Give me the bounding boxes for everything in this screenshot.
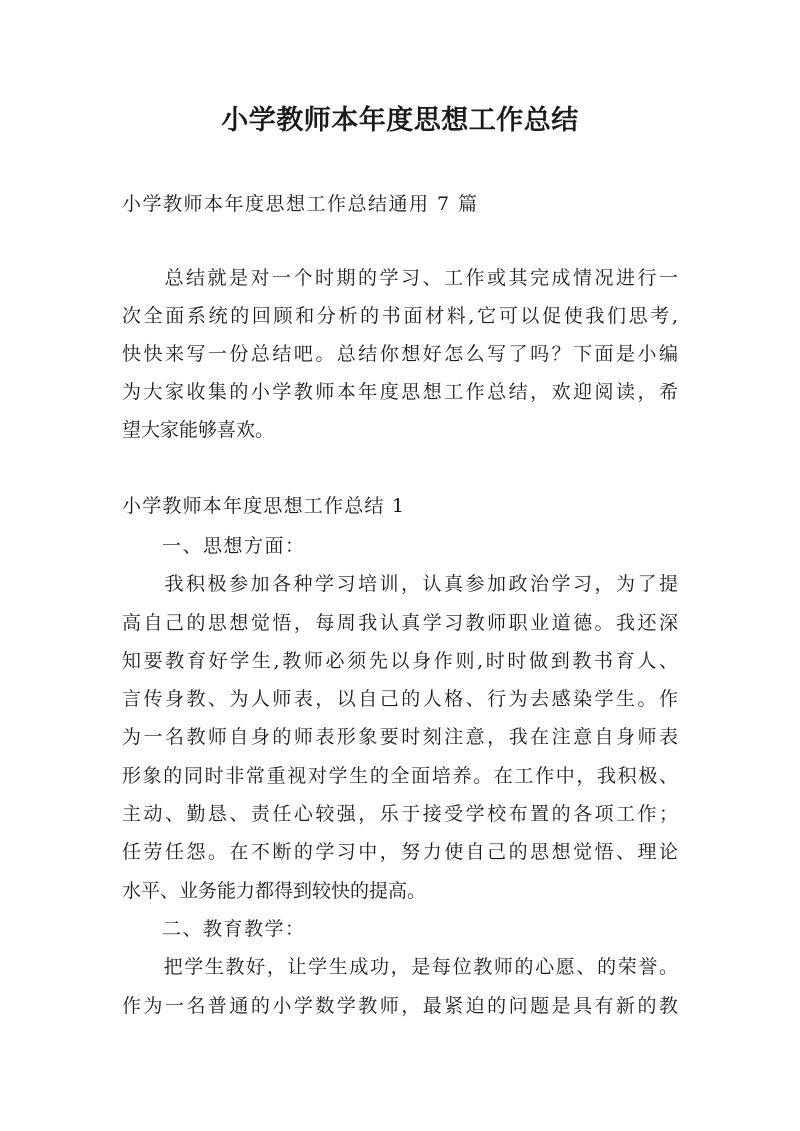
section-title: 小学教师本年度思想工作总结 1 bbox=[122, 495, 406, 517]
body-line-text: 把学生教好，让学生成功，是每位教师的心愿、的荣誉。 bbox=[162, 956, 678, 979]
intro-line: 次全面系统的回顾和分析的书面材料,它可以促使我们思考, bbox=[122, 305, 678, 327]
section-body bbox=[122, 527, 678, 1025]
heading-thought: 一、思想方面： bbox=[162, 535, 306, 557]
heading-teaching: 二、教育教学： bbox=[162, 917, 306, 940]
body-line: 主动、勤恳、责任心较强，乐于接受学校布置的各项工作； bbox=[122, 803, 678, 826]
body-line: 形象的同时非常重视对学生的全面培养。在工作中，我积极、 bbox=[122, 764, 678, 787]
body-line: 水平、业务能力都得到较快的提高。 bbox=[122, 879, 427, 902]
intro-line: 为大家收集的小学教师本年度思想工作总结，欢迎阅读，希 bbox=[122, 381, 678, 403]
document-title: 小学教师本年度思想工作总结 bbox=[221, 105, 579, 136]
body-line: 高自己的思想觉悟，每周我认真学习教师职业道德。我还深 bbox=[122, 611, 678, 634]
body-line bbox=[122, 565, 678, 603]
intro-line bbox=[122, 259, 678, 297]
body-line-text: 我积极参加各种学习培训，认真参加政治学习，为了提 bbox=[162, 573, 678, 596]
document-subtitle: 小学教师本年度思想工作总结通用 7 篇 bbox=[122, 193, 479, 215]
intro-line: 望大家能够喜欢。 bbox=[122, 419, 275, 441]
body-line: 言传身教、为人师表，以自己的人格、行为去感染学生。作 bbox=[122, 688, 678, 711]
body-line: 知要教育好学生,教师必须先以身作则,时时做到教书育人、 bbox=[122, 649, 678, 672]
intro-paragraph bbox=[122, 259, 678, 449]
body-line: 任劳任怨。在不断的学习中，努力使自己的思想觉悟、理论 bbox=[122, 841, 678, 864]
body-line bbox=[122, 948, 678, 986]
intro-line-text: 总结就是对一个时期的学习、工作或其完成情况进行一 bbox=[162, 267, 678, 289]
body-line: 作为一名普通的小学数学教师，最紧迫的问题是具有新的教 bbox=[122, 994, 678, 1017]
body-line: 为一名教师自身的师表形象要时刻注意，我在注意自身师表 bbox=[122, 726, 678, 749]
intro-line: 快快来写一份总结吧。总结你想好怎么写了吗？下面是小编 bbox=[122, 343, 678, 365]
